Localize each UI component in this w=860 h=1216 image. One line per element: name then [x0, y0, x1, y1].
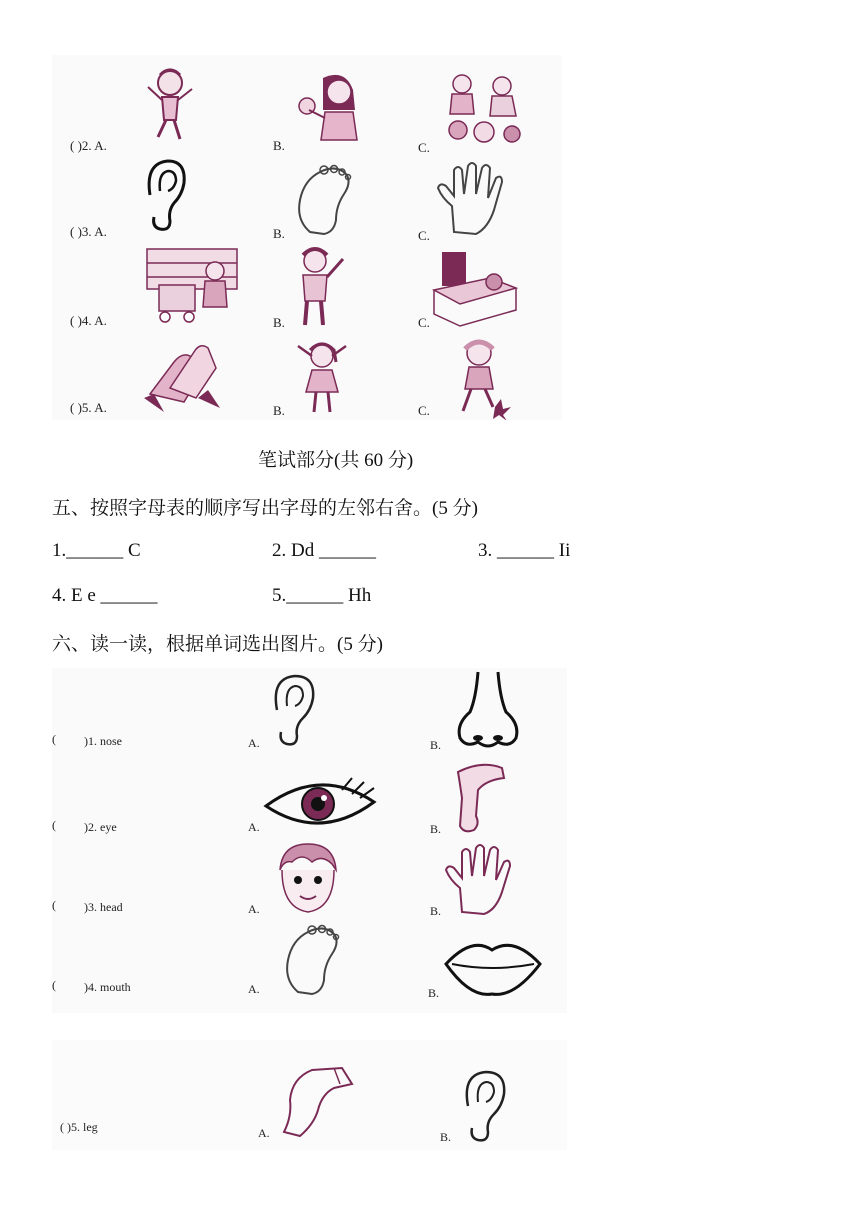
section5-item-5: 5.______ Hh	[272, 585, 372, 606]
mouth-icon	[442, 936, 544, 998]
row5-marker: ( )5. A.	[70, 400, 107, 415]
row3-b-label: B.	[273, 226, 285, 241]
section6-title: 六、读一读，根据单词选出图片。(5 分)	[52, 634, 383, 655]
arm-icon	[452, 758, 512, 838]
eye-icon	[262, 772, 380, 834]
s6-item1-paren: (	[52, 732, 56, 746]
s6-item1-b: B.	[430, 738, 442, 752]
waving-boy-icon	[285, 245, 355, 330]
row5-b-label: B.	[273, 403, 285, 418]
ear-icon	[456, 1066, 511, 1146]
children-playing-icon	[440, 70, 530, 150]
s6-item5-a: A.	[258, 1126, 270, 1140]
s6-item3-a: A.	[248, 902, 260, 916]
s6-item2-word: )2. eye	[84, 820, 117, 834]
row4-b-label: B.	[273, 315, 285, 330]
ear-icon	[140, 155, 190, 235]
s6-item2-paren: (	[52, 818, 56, 832]
foot-icon	[290, 160, 360, 235]
s6-item4-a: A.	[248, 982, 260, 996]
hand-icon	[432, 158, 517, 238]
leg-icon	[278, 1062, 360, 1142]
supermarket-girl-icon	[145, 245, 240, 325]
row2-c-label: C.	[418, 140, 430, 155]
section5-title: 五、按照字母表的顺序写出字母的左邻右舍。(5 分)	[52, 498, 478, 519]
girl-stamping-icon	[445, 335, 515, 420]
hand-icon	[440, 842, 520, 917]
s6-item4-paren: (	[52, 978, 56, 992]
boy-face-icon	[272, 840, 344, 918]
nose-icon	[448, 668, 528, 753]
s6-item3-word: )3. head	[84, 900, 123, 914]
row4-marker: ( )4. A.	[70, 313, 107, 328]
girl-with-teddy-icon	[295, 70, 375, 145]
row3-marker: ( )3. A.	[70, 224, 107, 239]
section5-item-4: 4. E e ______	[52, 585, 158, 606]
section5-item-2: 2. Dd ______	[272, 540, 376, 561]
s6-item5-marker: ( )5. leg	[60, 1120, 98, 1134]
bed-icon	[430, 248, 520, 328]
clapping-hands-icon	[140, 332, 225, 414]
section5-item-3: 3. ______ Ii	[478, 540, 571, 561]
row2-b-label: B.	[273, 138, 285, 153]
s6-item4-b: B.	[428, 986, 440, 1000]
row5-c-label: C.	[418, 403, 430, 418]
section5-item-1: 1.______ C	[52, 540, 141, 561]
s6-item3-b: B.	[430, 904, 442, 918]
dancing-boy-icon	[140, 65, 200, 145]
s6-item5-b: B.	[440, 1130, 452, 1144]
s6-item1-a: A.	[248, 736, 260, 750]
s6-item2-a: A.	[248, 820, 260, 834]
row2-marker: ( )2. A.	[70, 138, 107, 153]
foot-icon	[280, 920, 348, 995]
row3-c-label: C.	[418, 228, 430, 243]
s6-item1-word: )1. nose	[84, 734, 122, 748]
written-section-heading: 笔试部分(共 60 分)	[258, 450, 414, 471]
s6-item3-paren: (	[52, 898, 56, 912]
ear-icon	[265, 670, 320, 750]
girl-arms-up-icon	[292, 338, 352, 418]
row4-c-label: C.	[418, 315, 430, 330]
s6-item2-b: B.	[430, 822, 442, 836]
s6-item4-word: )4. mouth	[84, 980, 131, 994]
